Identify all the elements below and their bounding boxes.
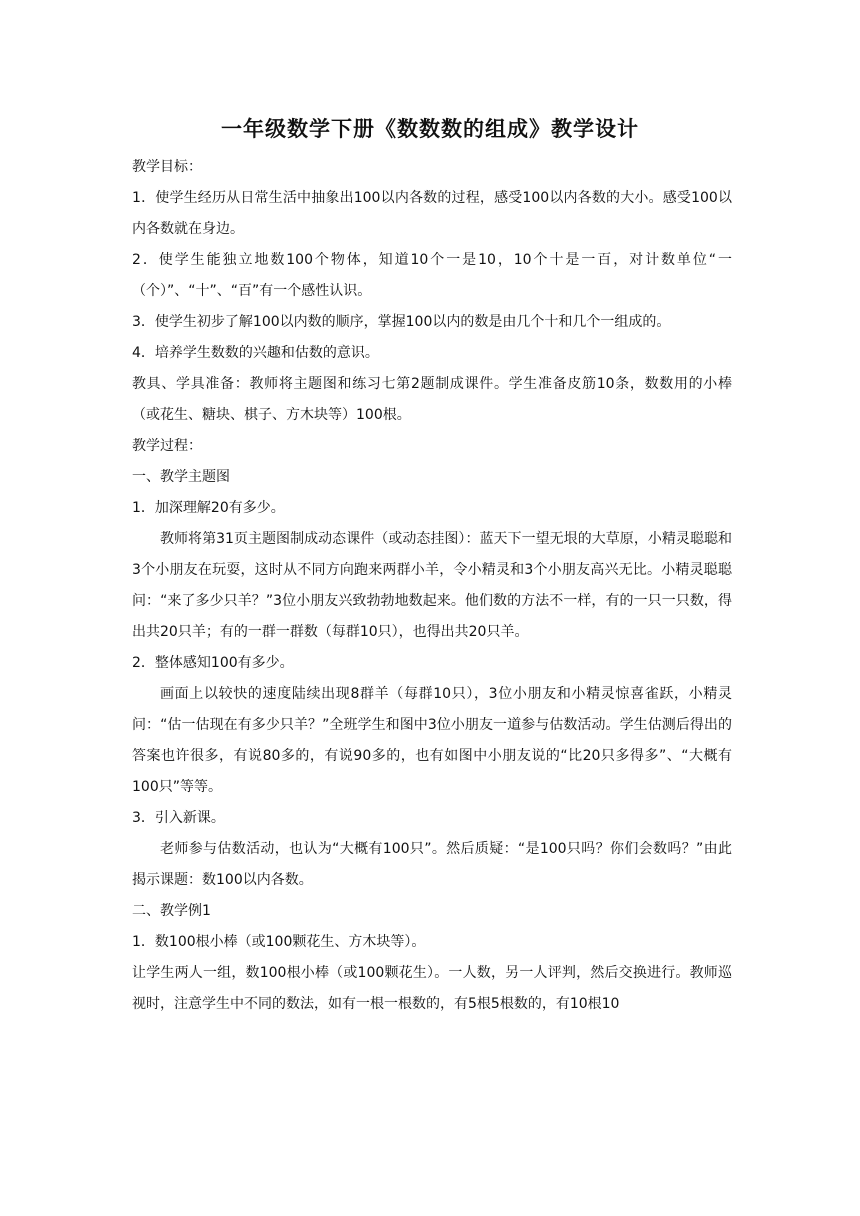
paragraph: 教学目标： [132, 159, 202, 175]
paragraph: 3．引入新课。 [132, 810, 225, 826]
paragraph: 一、教学主题图 [132, 469, 230, 485]
paragraph: 二、教学例1 [132, 903, 211, 919]
paragraph: 1．加深理解20有多少。 [132, 500, 285, 516]
paragraph: 4．培养学生数数的兴趣和估数的意识。 [132, 345, 379, 361]
document-title: 一年级数学下册《数数数的组成》教学设计 [221, 117, 639, 141]
paragraph: 1．使学生经历从日常生活中抽象出100以内各数的过程，感受100以内各数的大小。感受100以内各数就在身边。 [132, 190, 732, 237]
paragraph: 2．使学生能独立地数100个物体，知道10个一是10，10个十是一百，对计数单位“一（个）”、“十”、“百”有一个感性认识。 [132, 252, 732, 299]
paragraph: 老师参与估数活动，也认为“大概有100只”。然后质疑：“是100只吗？你们会数吗？”由此揭示课题：数100以内各数。 [132, 841, 732, 888]
document-body [132, 152, 732, 1020]
paragraph: 画面上以较快的速度陆续出现8群羊（每群10只），3位小朋友和小精灵惊喜雀跃，小精灵问：“估一估现在有多少只羊？”全班学生和图中3位小朋友一道参与估数活动。学生估测后得出的答案也许很多，有说80多的，有说90多的，也有如图中小朋友说的“比20只多得多”、“大概有100只”等等。 [132, 686, 732, 795]
paragraph: 教具、学具准备：教师将主题图和练习七第2题制成课件。学生准备皮筋10条，数数用的小棒（或花生、糖块、棋子、方木块等）100根。 [132, 376, 732, 423]
paragraph: 2．整体感知100有多少。 [132, 655, 294, 671]
paragraph: 3．使学生初步了解100以内数的顺序，掌握100以内的数是由几个十和几个一组成的。 [132, 314, 671, 330]
paragraph: 1．数100根小棒（或100颗花生、方木块等）。 [132, 934, 426, 950]
paragraph: 让学生两人一组，数100根小棒（或100颗花生）。一人数，另一人评判，然后交换进行。教师巡视时，注意学生中不同的数法，如有一根一根数的，有5根5根数的，有10根10 [132, 965, 732, 1012]
paragraph: 教学过程： [132, 438, 202, 454]
paragraph: 教师将第31页主题图制成动态课件（或动态挂图）：蓝天下一望无垠的大草原，小精灵聪聪和3个小朋友在玩耍，这时从不同方向跑来两群小羊，令小精灵和3个小朋友高兴无比。小精灵聪聪问：“来了多少只羊？”3位小朋友兴致勃勃地数起来。他们数的方法不一样，有的一只一只数，得出共20只羊；有的一群一群数（每群10只），也得出共20只羊。 [132, 531, 732, 640]
